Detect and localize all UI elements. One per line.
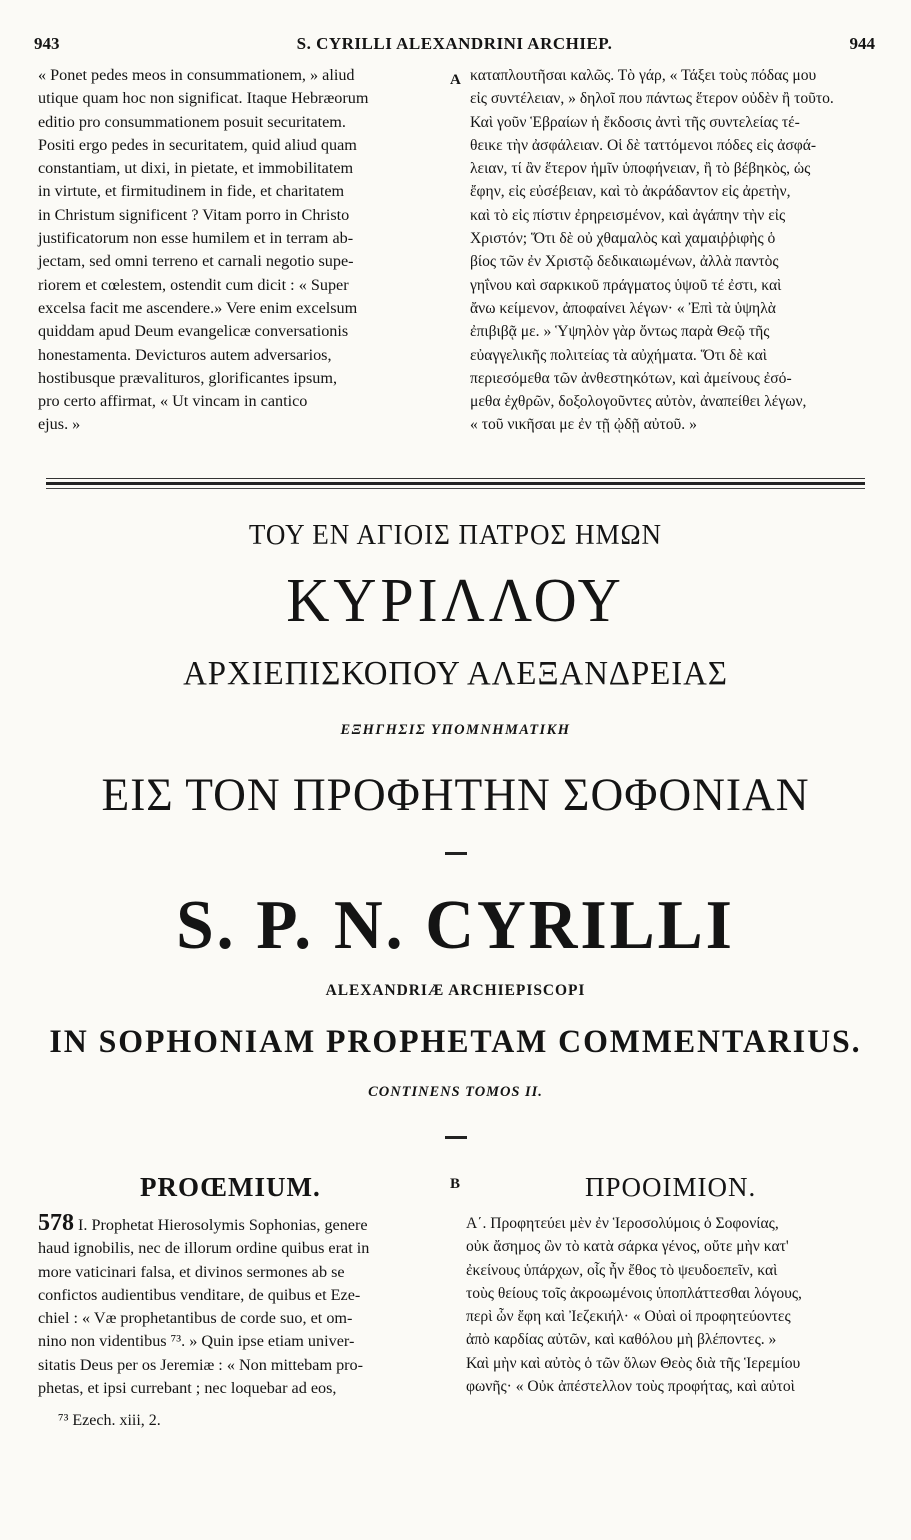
text-line: excelsa facit me ascendere.» Vere enim excelsum — [38, 298, 358, 317]
text-line: ἐπιβιβᾷ με. » Ὑψηλὸν γὰρ ὄντως παρὰ Θεῷ τῆς — [470, 323, 770, 341]
text-line: sitatis Deus per os Jeremiæ : « Non mittebam pro- — [38, 1355, 364, 1374]
title-line-7: ALEXANDRIÆ ARCHIEPISCOPI — [325, 982, 586, 999]
title-author-latin: S. P. N. CYRILLI — [176, 887, 735, 964]
text-line: utique quam hoc non significat. Itaque Hebræorum — [38, 89, 369, 108]
text-line: confictos audientibus venditare, de quibus et Eze- — [38, 1285, 361, 1304]
latin-section-heading: PROŒMIUM. — [140, 1172, 321, 1202]
text-line: constantiam, ut dixi, in pietate, et immobilitatem — [38, 159, 354, 178]
page-number-right: 944 — [849, 34, 875, 53]
title-work-greek: ΕΙΣ ΤΟΝ ΠΡΟΦΗΤΗΝ ΣΟΦΟΝΙΑΝ — [101, 769, 810, 821]
text-line: ἔφην, εἰς εὐσέβειαν, καὶ τὸ ἀκράδαντον εἰς ἀρετὴν, — [470, 183, 791, 201]
footnote: ⁷³ Ezech. xiii, 2. — [58, 1412, 161, 1429]
text-line: Καὶ γοῦν Ἑβραίων ἡ ἔκδοσις ἀντὶ τῆς συντελείας τέ- — [470, 113, 800, 131]
text-line: Α΄. Προφητεύει μὲν ἐν Ἱεροσολύμοις ὁ Σοφονίας, — [466, 1215, 779, 1232]
text-line: hostibusque prævalituros, glorificantes ipsum, — [38, 368, 337, 387]
text-line: φωνῆς· « Οὐκ ἀπέστελλον τοὺς προφήτας, καὶ αὐτοὶ — [466, 1378, 795, 1396]
text-line: in virtute, et firmitudinem in fide, et charitatem — [38, 182, 345, 201]
text-line: « τοῦ νικῆσαι με ἐν τῇ ᾠδῇ αὐτοῦ. » — [470, 416, 697, 434]
text-line: καταπλουτῆσαι καλῶς. Τὸ γάρ, « Τάξει τοὺς πόδας μου — [470, 67, 817, 84]
text-line: in Christum significent ? Vitam porro in Christo — [38, 205, 350, 224]
column-number: 578 — [38, 1210, 74, 1236]
text-line: τοὺς θείους τοῖς ἀκροωμένοις ὑποπλάττεσθαι λόγους, — [466, 1284, 802, 1302]
latin-column-top — [38, 64, 438, 437]
margin-marker-a: A — [450, 72, 461, 88]
text-line: ἄνω κείμενον, ἀποφαίνει λέγων· « Ἐπὶ τὰ ὑψηλὰ — [470, 299, 776, 317]
running-header — [34, 34, 875, 62]
text-line: Positi ergo pedes in securitatem, quid aliud quam — [38, 135, 357, 154]
text-line: justificatorum non esse humilem et in terram ab- — [38, 229, 354, 248]
text-line: περὶ ὧν ἔφη καὶ Ἰεζεκιήλ· « Οὐαὶ οἱ προφητεύοντες — [466, 1308, 791, 1326]
running-title: S. CYRILLI ALEXANDRINI ARCHIEP. — [296, 34, 613, 53]
text-line: « Ponet pedes meos in consummationem, » aliud — [38, 66, 355, 84]
text-line: chiel : « Væ prophetantibus de corde suo, et om- — [38, 1309, 353, 1328]
title-line-1: ΤΟΥ ΕΝ ΑΓΙΟΙΣ ΠΑΤΡΟΣ ΗΜΩΝ — [248, 520, 663, 551]
text-line: pro certo affirmat, « Ut vincam in cantico — [38, 392, 308, 411]
title-author-greek: ΚΥΡΙΛΛΟΥ — [286, 567, 625, 635]
text-line: ἀπὸ καρδίας αὐτῶν, καὶ καθόλου μὴ βλέποντες. » — [466, 1331, 777, 1349]
text-line: καὶ τὸ εἰς πίστιν ἐρηρεισμένον, καὶ ἀγάπην τὴν εἰς — [470, 206, 786, 224]
text-line: ejus. » — [38, 415, 81, 434]
text-line: μεθα ἐχθρῶν, δοξολογοῦντες αὐτὸν, ἀναπείθει λέγων, — [470, 393, 807, 411]
title-line-3: ΑΡΧΙΕΠΙΣΚΟΠΟΥ ΑΛΕΞΑΝΔΡΕΙΑΣ — [183, 655, 728, 692]
title-dash — [445, 852, 467, 855]
text-line: editio pro consummationem posuit securitatem. — [38, 112, 346, 131]
text-line: jectam, sed omni terreno et carnali negotio supe- — [38, 252, 354, 271]
title-subtitle-greek: ΕΞΗΓΗΣΙΣ ΥΠΟΜΝΗΜΑΤΙΚΗ — [340, 722, 571, 738]
text-line: honestamenta. Devicturos autem adversarios, — [38, 345, 332, 364]
text-line: εὐαγγελικῆς πολιτείας τὰ αὐχήματα. Ὅτι δὲ καὶ — [470, 346, 767, 364]
latin-column-bottom — [38, 1212, 443, 1400]
section-divider — [46, 478, 865, 490]
divider-line — [46, 482, 865, 485]
page-number-left: 943 — [34, 34, 60, 53]
first-line-text: I. Prophetat Hierosolymis Sophonias, genere — [78, 1216, 368, 1234]
text-line: riorem et cœlestem, ostendit cum dicit : « Super — [38, 275, 349, 294]
text-line — [38, 1212, 443, 1237]
greek-column-bottom — [466, 1212, 876, 1398]
divider-line — [46, 478, 865, 479]
text-line: εἰς συντέλειαν, » δηλοῖ που πάντως ἕτερον οὐδὲν ἢ τοῦτο. — [470, 90, 834, 108]
text-line: nino non videntibus ⁷³. » Quin ipse etiam univer- — [38, 1332, 355, 1351]
text-line: quiddam apud Deum evangelicæ conversationis — [38, 322, 349, 341]
text-line: οὐκ ἄσημος ὢν τὸ κατὰ σάρκα γένος, οὔτε μὴν κατ' — [466, 1238, 789, 1256]
text-line: περιεσόμεθα τῶν ἀνθεστηκότων, καὶ ἀμείνους ἐσό- — [470, 369, 792, 387]
text-line: βίος τῶν ἐν Χριστῷ δεδικαιωμένων, ἀλλὰ παντὸς — [470, 253, 779, 271]
text-line: haud ignobilis, nec de illorum ordine quibus erat in — [38, 1239, 370, 1258]
title-volumes: CONTINENS TOMOS II. — [368, 1084, 543, 1100]
text-line: Καὶ μὴν καὶ αὐτὸς ὁ τῶν ὅλων Θεὸς διὰ τῆς Ἱερεμίου — [466, 1354, 801, 1372]
title-dash — [445, 1136, 467, 1139]
text-line: ἐκείνους ὑπάρχων, οἷς ἦν ἔθος τὸ ψευδοεπεῖν, καὶ — [466, 1261, 778, 1279]
text-line: λειαν, τί ἂν ἕτερον ἡμῖν ὑποφήνειαν, ἢ τὸ βέβηκὸς, ὡς — [470, 160, 811, 178]
text-line: more vaticinari falsa, et divinos sermones ab se — [38, 1262, 345, 1281]
divider-line — [46, 488, 865, 489]
greek-column-top — [470, 64, 875, 437]
greek-section-heading: ΠΡΟΟΙΜΙΟΝ. — [585, 1172, 757, 1202]
text-line: θεικε τὴν ἀσφάλειαν. Οἱ δὲ ταττόμενοι πόδες εἰς ἀσφά- — [470, 136, 817, 154]
text-line: Χριστόν; Ὅτι δὲ οὐ χθαμαλὸς καὶ χαμαιῤῥιφὴς ὁ — [470, 230, 776, 248]
title-work-latin: IN SOPHONIAM PROPHETAM COMMENTARIUS. — [49, 1024, 862, 1060]
margin-marker-b: B — [450, 1176, 461, 1192]
text-line: γηΐνου καὶ σαρκικοῦ πράγματος ὑψοῦ τέ ἐστι, καὶ — [470, 276, 782, 294]
text-line: phetas, et ipsi currebant ; nec loquebar ad eos, — [38, 1379, 337, 1398]
